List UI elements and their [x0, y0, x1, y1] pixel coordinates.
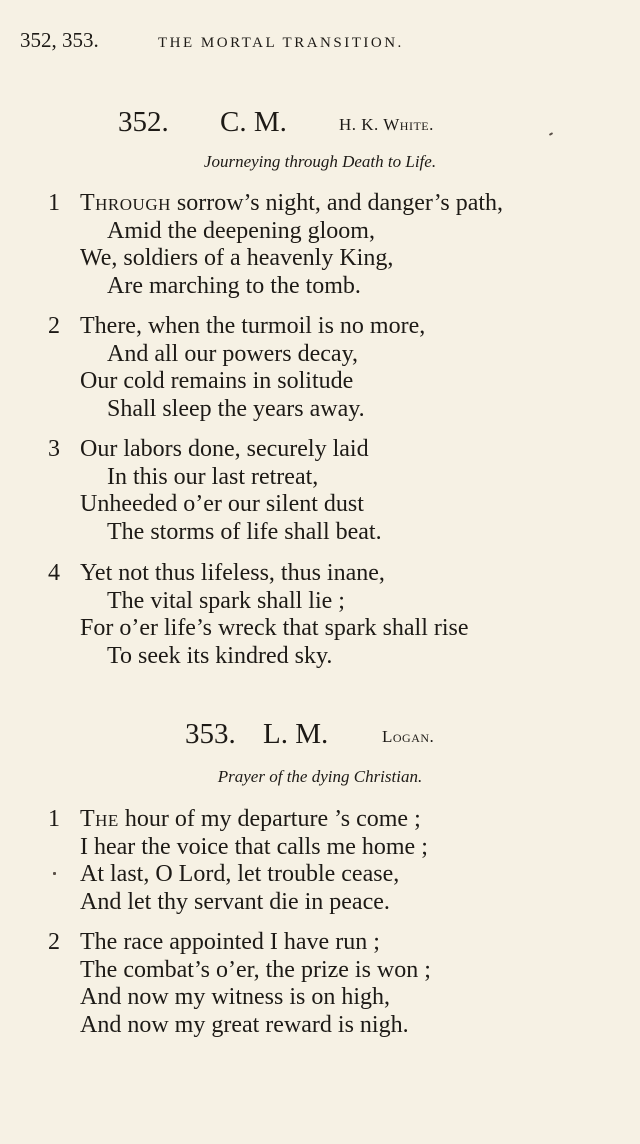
hymn-author: Logan.	[382, 727, 435, 746]
hymn-352-subtitle: Journeying through Death to Life.	[203, 152, 437, 171]
verse-line: sorrow’s night, and danger’s path,	[170, 190, 504, 216]
verse-number: 1	[48, 806, 60, 832]
ink-speck	[53, 872, 56, 875]
verse-line: I hear the voice that calls me home ;	[80, 833, 428, 860]
verse-line: Our labors done, securely laid	[80, 436, 369, 462]
verse-line: And now my great reward is nigh.	[80, 1011, 409, 1038]
verse-lead-word: Through	[80, 190, 171, 216]
verse-line: At last, O Lord, let trouble cease,	[80, 861, 400, 887]
running-head	[20, 28, 404, 53]
hymn-353-subtitle: Prayer of the dying Christian.	[217, 767, 423, 786]
hymn-353-stanza-1	[0, 806, 640, 916]
verse-line: In this our last retreat,	[107, 463, 319, 490]
verse-line: For o’er life’s wreck that spark shall rise	[80, 615, 469, 641]
hymn-number: 352.	[118, 106, 169, 138]
running-title: THE MORTAL TRANSITION.	[158, 35, 404, 51]
verse-line: To seek its kindred sky.	[107, 642, 333, 669]
hymn-author: H. K. White.	[339, 115, 434, 134]
verse-line: The race appointed I have run ;	[80, 929, 380, 955]
verse-line: And now my witness is on high,	[80, 984, 391, 1010]
verse-lead-word: The	[80, 806, 119, 832]
verse-line: And all our powers decay,	[107, 340, 359, 367]
verse-number: 2	[48, 313, 60, 339]
verse-line: Are marching to the tomb.	[107, 272, 361, 299]
verse-line: hour of my departure ’s come ;	[118, 806, 421, 832]
hymn-353-stanza-2	[0, 929, 640, 1039]
verse-line: The storms of life shall beat.	[107, 518, 382, 545]
verse-line: Our cold remains in solitude	[80, 368, 354, 394]
verse-line: Amid the deepening gloom,	[107, 217, 375, 244]
hymn-352-stanza-2	[0, 313, 640, 423]
verse-number: 3	[48, 436, 60, 462]
verse-line: Shall sleep the years away.	[107, 395, 365, 422]
verse-line: The combat’s o’er, the prize is won ;	[80, 956, 431, 983]
verse-number: 4	[48, 560, 60, 586]
hymn-meter: L. M.	[263, 718, 329, 750]
hymn-352-stanza-1	[0, 190, 640, 300]
verse-number: 1	[48, 190, 60, 216]
verse-line: We, soldiers of a heavenly King,	[80, 245, 394, 271]
hymn-number: 353.	[185, 718, 236, 750]
hymn-352-stanza-3	[0, 436, 640, 546]
verse-number: 2	[48, 929, 60, 955]
hymn-meter: C. M.	[220, 106, 287, 138]
verse-line: Yet not thus lifeless, thus inane,	[80, 560, 385, 586]
ink-speck	[549, 132, 553, 136]
hymn-352-stanza-4	[0, 560, 640, 670]
verse-line: The vital spark shall lie ;	[107, 587, 345, 614]
verse-line: There, when the turmoil is no more,	[80, 313, 426, 339]
verse-line: Unheeded o’er our silent dust	[80, 491, 364, 517]
verse-line: And let thy servant die in peace.	[80, 888, 390, 915]
page-numbers: 352, 353.	[20, 28, 99, 52]
